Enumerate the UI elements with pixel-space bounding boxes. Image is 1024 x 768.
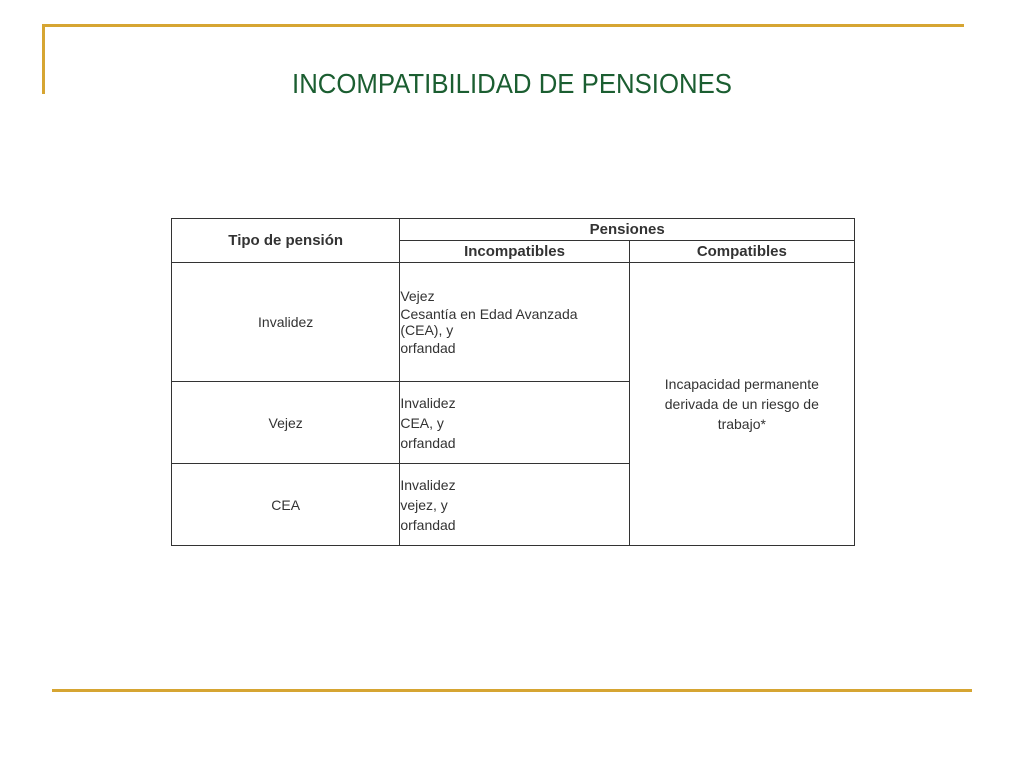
incompatible-item: Invalidez [400,394,456,411]
tipo-cell: Vejez [172,382,400,464]
pensions-table [171,218,855,546]
header-tipo-pension: Tipo de pensión [172,219,400,263]
compatible-line: trabajo* [717,416,766,432]
compatible-line: derivada de un riesgo de [664,396,819,412]
bottom-accent-line [52,689,972,692]
incompatibles-cell [400,382,629,464]
incompatible-item: (CEA), y [400,322,454,338]
incompatible-item: Vejez [400,288,435,304]
incompatible-item: Invalidez [400,476,456,493]
compatibles-cell [629,263,854,546]
tipo-cell: Invalidez [172,263,400,382]
incompatible-item: CEA, y [400,414,444,431]
compatible-line: Incapacidad permanente [664,376,819,392]
incompatible-item: Cesantía en Edad Avanzada [400,306,578,322]
tipo-cell: CEA [172,464,400,546]
header-compatibles: Compatibles [629,241,854,263]
incompatibles-cell [400,263,629,382]
page-title: INCOMPATIBILIDAD DE PENSIONES [292,68,732,99]
table-row [172,263,855,382]
incompatible-item: orfandad [400,340,456,356]
incompatible-item: orfandad [400,434,456,451]
header-incompatibles: Incompatibles [400,241,629,263]
table-header-row [172,219,855,241]
top-accent-line [42,24,964,27]
incompatibles-cell [400,464,629,546]
incompatible-item: vejez, y [400,496,448,513]
incompatible-item: orfandad [400,516,456,533]
header-pensiones: Pensiones [400,219,855,241]
